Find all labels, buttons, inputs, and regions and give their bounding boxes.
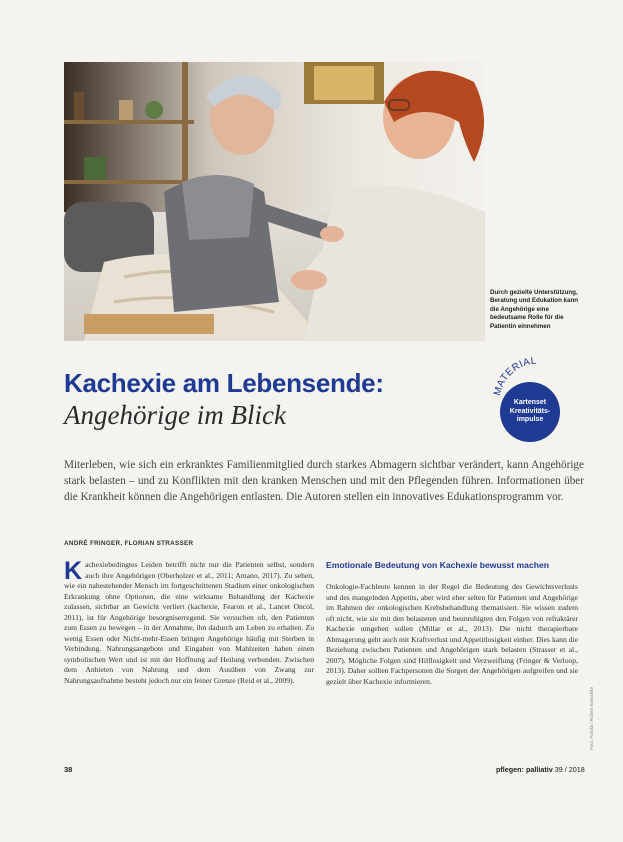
article-lead: Miterleben, wie sich ein erkranktes Familienmitglied durch starkes Abmagern sichtbar verändert, kann Angehörige stark belasten – und zu Konflikten mit den kranken Menschen und mit den Pflegenden führen. Informationen über die Krankheit können die Angehörigen entlasten. Die Autoren stellen ein innovatives Edukationsprogramm vor. — [64, 459, 584, 503]
journal-footer — [496, 765, 585, 774]
material-circle — [500, 382, 560, 442]
body-column-right — [326, 582, 578, 687]
photo-caption: Durch gezielte Unterstützung, Beratung und Edukation kann die Angehörige eine bedeutsame Rolle für die Patientin einnehmen — [490, 289, 579, 330]
section-heading: Emotionale Bedeutung von Kachexie bewusst machen — [326, 560, 550, 570]
badge-line-1: Kartenset — [513, 399, 547, 407]
body-column-left — [64, 557, 314, 687]
badge-line-3: impulse — [516, 416, 544, 424]
material-badge — [480, 356, 590, 446]
photo-credit: Foto: Fotolia / Robert Kneschke — [589, 686, 594, 750]
body-text-left: achexiebedingtes Leiden betrifft nicht nur die Patienten selbst, sondern auch ihre Angehörigen (Oberholzer et al., 2011; Amano, 2017). Zu sehen, wie ein nahestehender Mensch im fortgeschrittenen Stadium einer onkologischen Erkrankung ohne Optionen, die eine wirksame Behandlung der Kachexie zulassen, sichtbar an Gewicht verliert (kachexie, Fearon et al., Lancet Oncol, 2011), ist für Angehörige besorgniserregend. Sie versuchen oft, den Patienten zum Essen zu bewegen – in der Annahme, ihn dadurch am Leben zu erhalten. Zu wenig Essen oder Nicht-mehr-Essen bringen Angehörige häufig mit Sterben in Verbindung. Nahrungsangebote und Eingaben von Mahlzeiten haben einen symbolischen Wert und ist mit der Hoffnung auf Heilung verbunden. Zwischen dem Anbieten von Nahrung und dem Ausüben von Zwang zur Nahrungsaufnahme besteht jedoch nur ein feiner Grenze (Reid et al., 2009). — [64, 560, 314, 686]
material-label: MATERIAL — [492, 356, 538, 397]
body-text-right: Onkologie-Fachleute kennen in der Regel die Bedeutung des Gewichtsverlusts und des mangelnden Appetits, aber wird eher selten für Patienten und Angehörige im Rahmen der onkologischen Krebsbehandlung thematisiert. Sie wissen zudem oft nicht, wie sie mit den belasteten und beunruhigten den Folgen von refraktärer Kachexie umgehen sollen (Millar et al., 2013). Die nicht therapierbare Abmagerung geht auch mit Kraftverlust und Appetitlosigkeit einher. Dies kann die Beziehung zwischen Patienten und Angehörigen stark belasten (Strasser et al., 2007). Mögliche Folgen sind Hilflosigkeit und Verzweiflung (Fringer & Verloop, 2013). Daher sollten Fachpersonen die Sorgen der Angehörigen aufgreifen und sie gezielt über Kachexie informieren. — [326, 582, 578, 686]
dropcap: K — [64, 557, 83, 585]
journal-name: pflegen: palliativ — [496, 765, 553, 774]
journal-issue: 39 / 2018 — [554, 765, 585, 774]
article-subtitle: Angehörige im Blick — [64, 400, 286, 430]
article-photo — [64, 62, 485, 341]
page-number: 38 — [64, 765, 73, 774]
author-line: ANDRÉ FRINGER, FLORIAN STRASSER — [64, 540, 194, 547]
article-title: Kachexie am Lebensende: — [64, 368, 384, 398]
badge-line-2: Kreativitäts- — [509, 407, 551, 415]
